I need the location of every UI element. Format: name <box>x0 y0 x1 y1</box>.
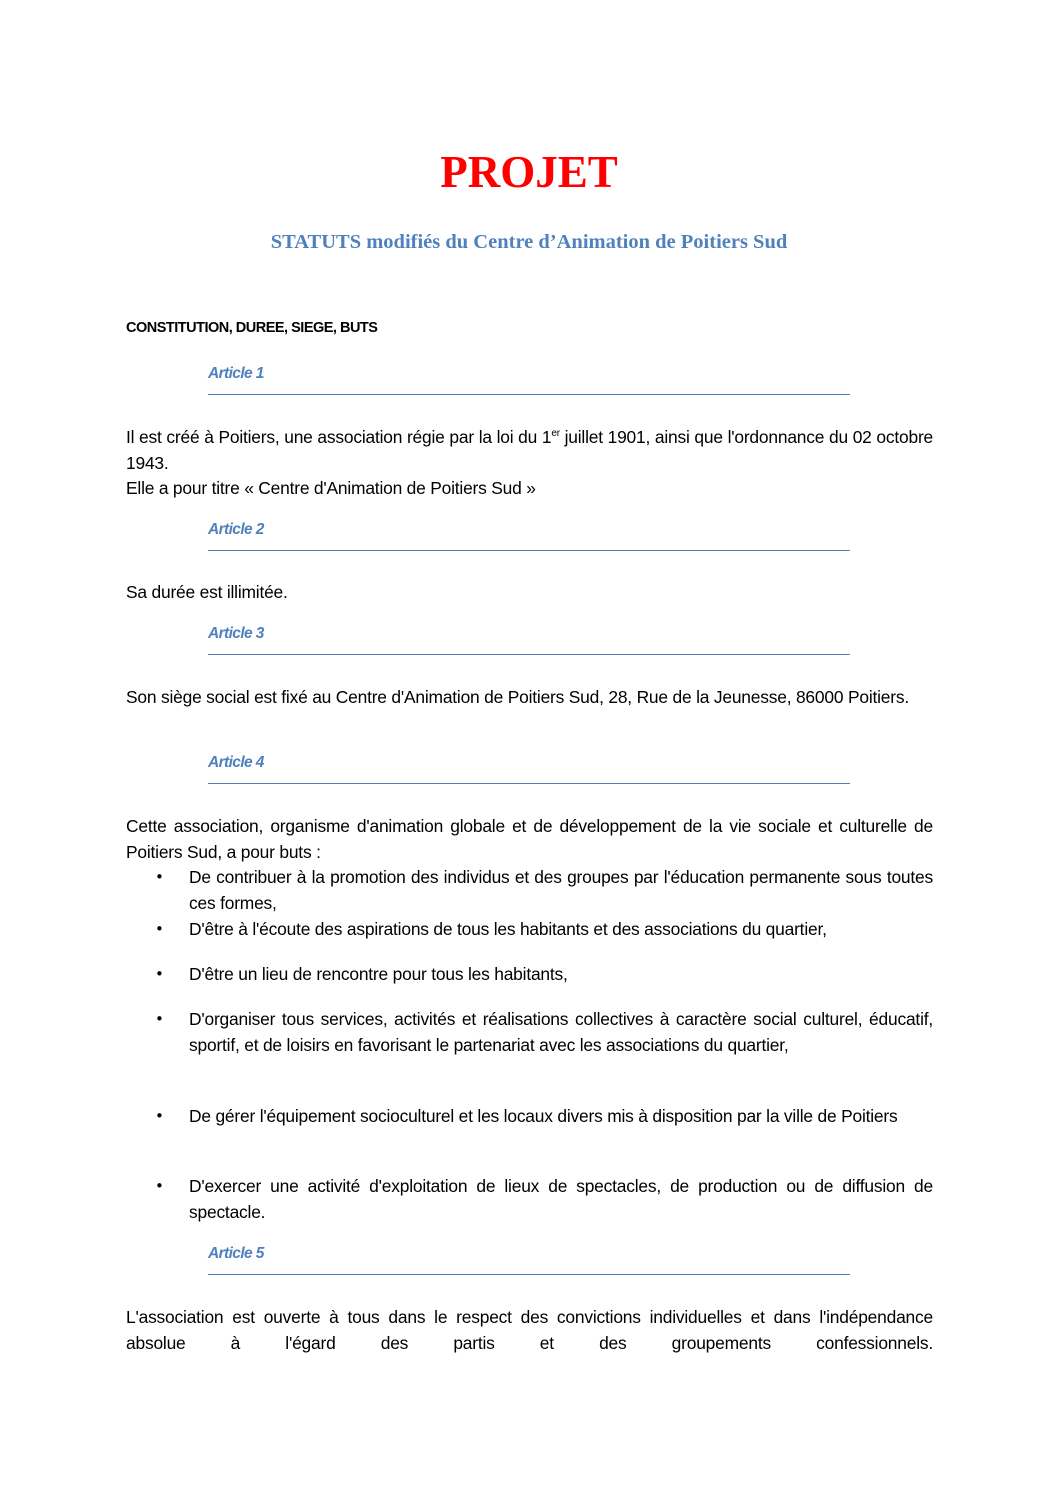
bullet-icon: • <box>155 1107 164 1125</box>
article-label: Article 1 <box>208 365 264 382</box>
list-item-text: D'exercer une activité d'exploitation de lieux de spectacles, de production ou de diffusion de spectacle. <box>189 1176 933 1222</box>
article-4-heading <box>208 751 850 784</box>
article-label: Article 3 <box>208 625 264 642</box>
article-1-sup: er <box>551 428 560 439</box>
article-label: Article 4 <box>208 754 264 771</box>
article-2-heading <box>208 518 850 551</box>
bullet-icon: • <box>155 965 164 983</box>
list-item-text: D'être à l'écoute des aspirations de tous les habitants et des associations du quartier, <box>189 919 827 939</box>
bullet-icon: • <box>155 920 164 938</box>
section-heading: CONSTITUTION, DUREE, SIEGE, BUTS <box>126 320 378 336</box>
article-5-heading <box>208 1242 850 1275</box>
article-3-heading <box>208 622 850 655</box>
article-1-text-part2: juillet 1901, ainsi que l'ordonnance du 02 octobre 1943. <box>126 427 934 473</box>
article-label: Article 5 <box>208 1245 264 1262</box>
list-item-text: De contribuer à la promotion des individus et des groupes par l'éducation permanente sous toutes ces formes, <box>189 867 933 913</box>
article-1-title-line: Elle a pour titre « Centre d'Animation de Poitiers Sud » <box>126 478 536 498</box>
bullet-icon: • <box>155 868 164 886</box>
article-3-text: Son siège social est fixé au Centre d'Animation de Poitiers Sud, 28, Rue de la Jeunesse, 86000 Poitiers. <box>126 687 909 707</box>
article-5-text: L'association est ouverte à tous dans le respect des convictions individuelles et dans l'indépendance absolue à l'égard des partis et des groupements confessionnels. <box>126 1307 933 1353</box>
list-item-text: D'être un lieu de rencontre pour tous les habitants, <box>189 964 568 984</box>
article-1-text <box>126 425 933 476</box>
article-2-text: Sa durée est illimitée. <box>126 582 288 602</box>
bullet-icon: • <box>155 1010 164 1028</box>
list-item-text: D'organiser tous services, activités et réalisations collectives à caractère social culturel, éducatif, sportif, et de loisirs en favorisant le partenariat avec les associations du quartier, <box>189 1009 933 1055</box>
article-label: Article 2 <box>208 521 264 538</box>
bullet-icon: • <box>155 1177 164 1195</box>
article-1-heading <box>208 362 850 395</box>
document-title: PROJET <box>440 147 618 197</box>
article-1-text-part1: Il est créé à Poitiers, une association régie par la loi du 1 <box>126 427 552 447</box>
list-item-text: De gérer l'équipement socioculturel et les locaux divers mis à disposition par la ville de Poitiers <box>189 1106 898 1126</box>
article-4-text: Cette association, organisme d'animation globale et de développement de la vie sociale et culturelle de Poitiers Sud, a pour buts : <box>126 816 933 862</box>
document-subtitle: STATUTS modifiés du Centre d’Animation de Poitiers Sud <box>270 231 788 253</box>
